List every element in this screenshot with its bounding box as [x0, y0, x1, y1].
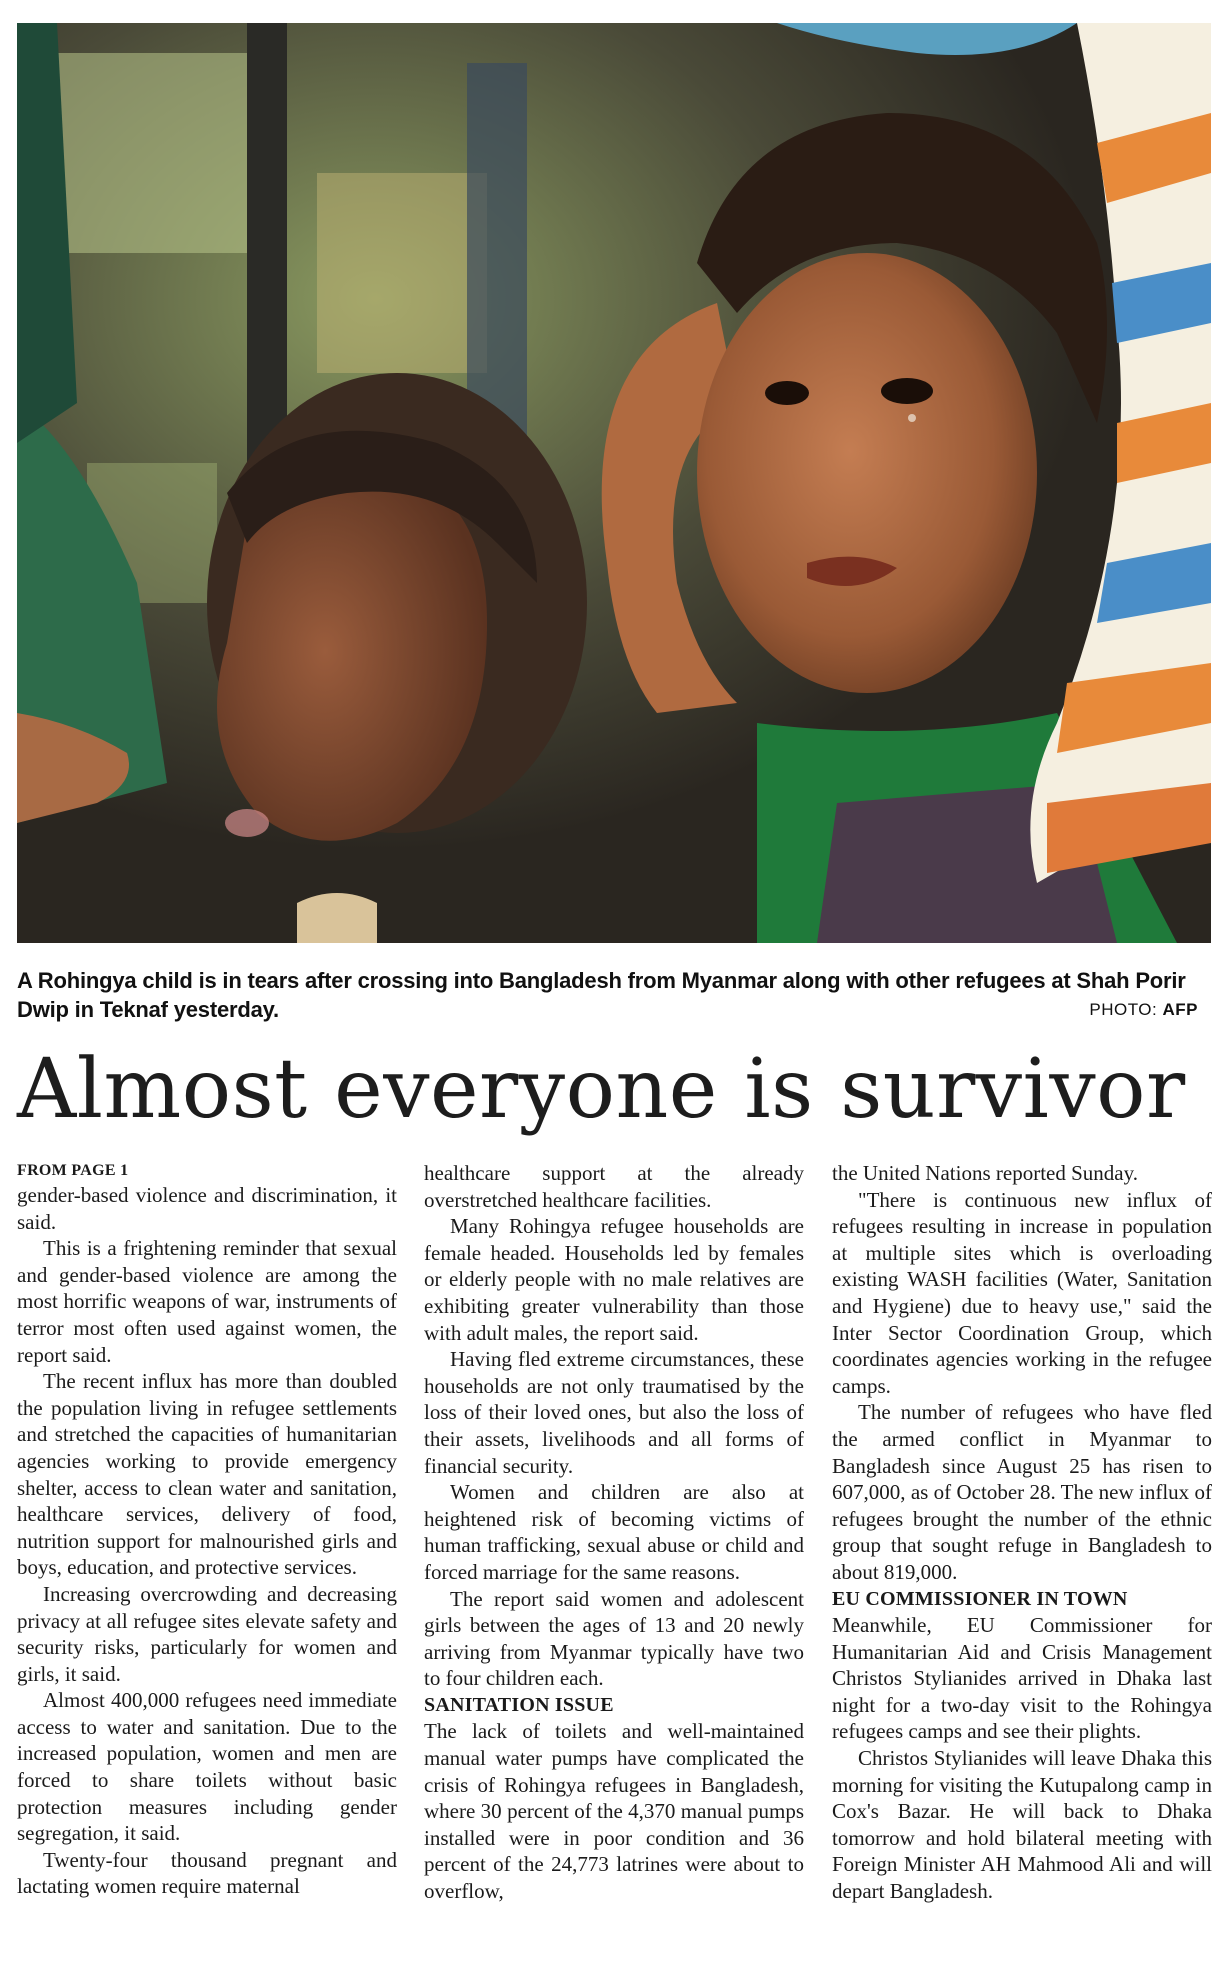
- paragraph: gender-based violence and discrimination, it said.: [17, 1183, 397, 1234]
- paragraph: the United Nations reported Sunday.: [832, 1161, 1138, 1185]
- subhead-sanitation: SANITATION ISSUE: [424, 1693, 614, 1716]
- paragraph: "There is continuous new influx of refugees resulting in increase in population at multiple sites which is overloading existing WASH facilities (Water, Sanitation and Hygiene) due to heavy use," said the Inter Sector Coordination Group, which coordinates agencies working in the refugee camps.: [832, 1187, 1212, 1398]
- photo-credit-label: PHOTO:: [1089, 1000, 1158, 1019]
- paragraph: Having fled extreme circumstances, these households are not only traumatised by the loss of their loved ones, but also the loss of their assets, livelihoods and all forms of financial security.: [424, 1347, 804, 1478]
- paragraph: This is a frightening reminder that sexual and gender-based violence are among the most horrific weapons of war, instruments of terror most often used against women, the report said.: [17, 1236, 397, 1367]
- headline: Almost everyone is survivor: [17, 1042, 1186, 1137]
- paragraph: The report said women and adolescent girls between the ages of 13 and 20 newly arriving from Myanmar typically have two to four children each.: [424, 1586, 804, 1691]
- paragraph: Many Rohingya refugee households are female headed. Households led by females or elderly people with no male relatives are exhibiting greater vulnerability than those with adult males, the report said.: [424, 1214, 804, 1345]
- paragraph: Almost 400,000 refugees need immediate access to water and sanitation. Due to the increased population, women and men are forced to share toilets without basic protection measures including gender segregation, it said.: [17, 1688, 397, 1846]
- photo-refugee-children-icon: [17, 23, 1211, 943]
- paragraph: Christos Stylianides will leave Dhaka this morning for visiting the Kutupalong camp in Cox's Bazar. He will back to Dhaka tomorrow and hold bilateral meeting with Foreign Minister AH Mahmood Ali and will depart Bangladesh.: [832, 1746, 1212, 1904]
- news-photo: [17, 23, 1211, 943]
- paragraph: Twenty-four thousand pregnant and lactating women require maternal: [17, 1847, 397, 1899]
- article-column-3: [832, 1160, 1212, 1905]
- paragraph: The number of refugees who have fled the armed conflict in Myanmar to Bangladesh since August 25 has risen to 607,000, as of October 28. The new influx of refugees brought the number of the ethnic group that sought refuge in Bangladesh to about 819,000.: [832, 1400, 1212, 1584]
- photo-credit-source: AFP: [1162, 1000, 1198, 1019]
- paragraph: healthcare support at the already overstretched healthcare facilities.: [424, 1161, 804, 1212]
- paragraph: Meanwhile, EU Commissioner for Humanitarian Aid and Crisis Management Christos Stylianides arrived in Dhaka last night for a two-day visit to the Rohingya refugees camps and see their plights.: [832, 1613, 1212, 1744]
- paragraph: Increasing overcrowding and decreasing privacy at all refugee sites elevate safety and security risks, particularly for women and girls, it said.: [17, 1581, 397, 1686]
- kicker: FROM PAGE 1: [17, 1162, 129, 1179]
- paragraph: The recent influx has more than doubled the population living in refugee settlements and stretched the capacities of humanitarian agencies working to provide emergency shelter, access to clean water and sanitation, healthcare services, delivery of food, nutrition support for malnourished girls and boys, education, and protective services.: [17, 1369, 397, 1580]
- photo-credit: [1089, 1000, 1198, 1020]
- article-column-1: [17, 1160, 397, 1900]
- paragraph: The lack of toilets and well-maintained manual water pumps have complicated the crisis of Rohingya refugees in Bangladesh, where 30 percent of the 4,370 manual pumps installed were in poor condition and 36 percent of the 24,773 latrines were about to overflow,: [424, 1719, 804, 1904]
- photo-caption: A Rohingya child is in tears after crossing into Bangladesh from Myanmar along with other refugees at Shah Porir Dwip in Teknaf yesterday.: [17, 968, 1186, 1022]
- subhead-eu-commissioner: EU COMMISSIONER IN TOWN: [832, 1587, 1128, 1610]
- article-body: [0, 1160, 1226, 1960]
- paragraph: Women and children are also at heightened risk of becoming victims of human trafficking, sexual abuse or child and forced marriage for the same reasons.: [424, 1480, 804, 1584]
- article-column-2: [424, 1160, 804, 1905]
